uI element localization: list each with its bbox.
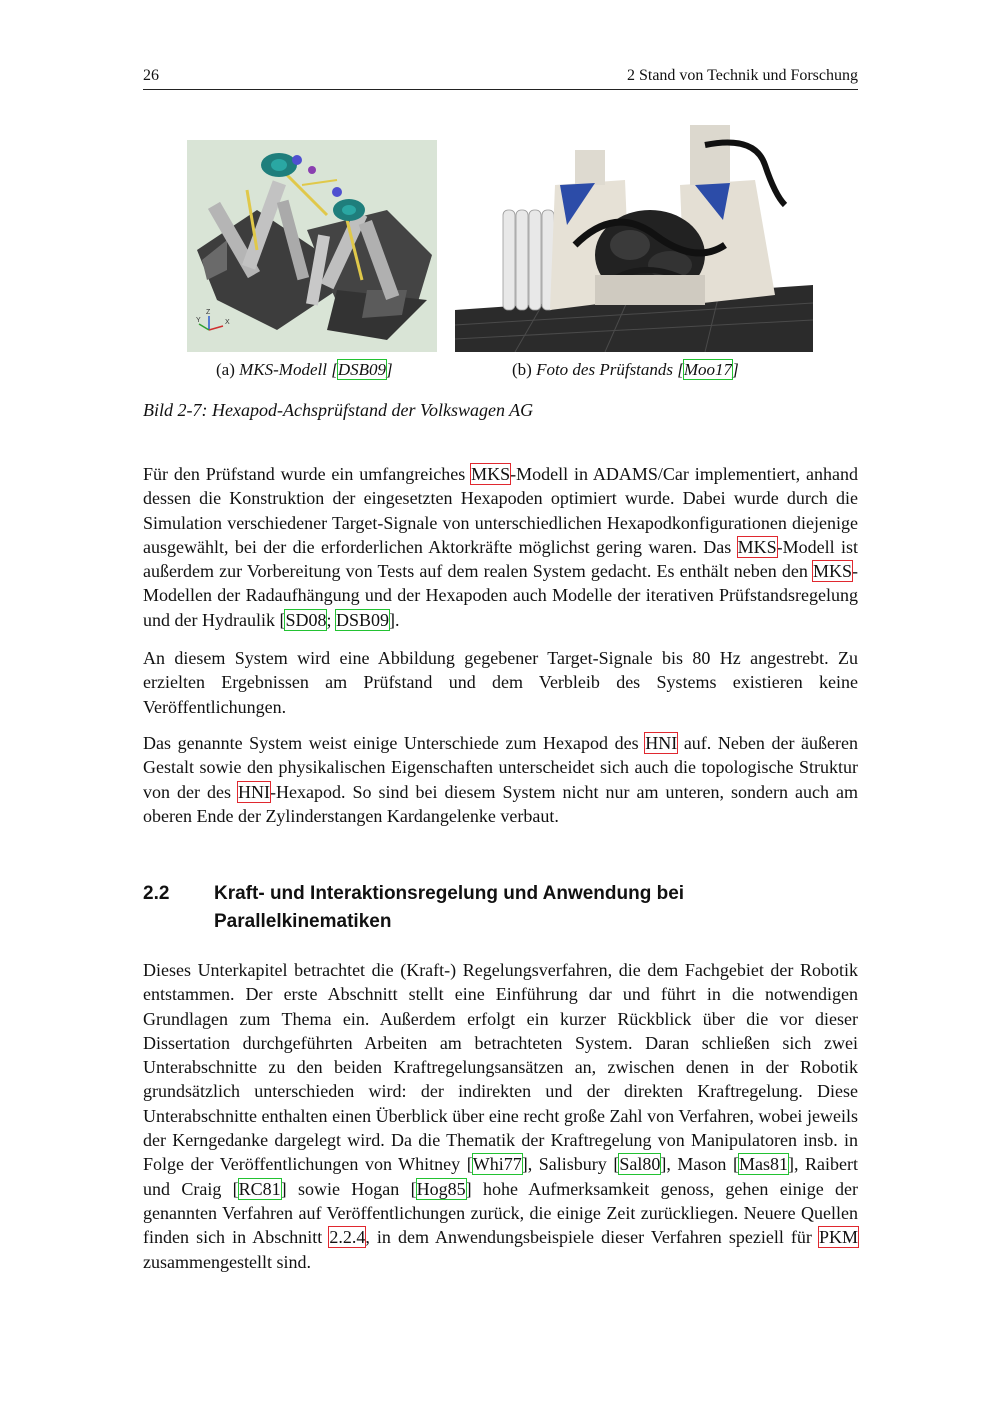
chapter-title: 2 Stand von Technik und Forschung: [626, 67, 858, 84]
test-rig-illustration: [455, 125, 813, 352]
citation-link[interactable]: Whi77: [472, 1154, 522, 1175]
acronym-link[interactable]: HNI: [238, 781, 271, 802]
figure-mks-model-image: [187, 140, 437, 352]
citation-link[interactable]: SD08: [285, 609, 327, 630]
text: Für den Prüfstand wurde ein umfangreiches: [143, 464, 472, 484]
axis-y-label: Y: [196, 317, 201, 324]
paragraph-4: [143, 958, 858, 1274]
citation-link[interactable]: Sal80: [619, 1154, 661, 1175]
paragraph-1: [143, 462, 858, 632]
citation-link[interactable]: Hog85: [416, 1178, 466, 1199]
paragraph-2: [143, 646, 858, 719]
citation-link[interactable]: DSB09: [337, 360, 386, 379]
citation-link[interactable]: DSB09: [336, 609, 390, 630]
acronym-link[interactable]: MKS: [737, 536, 777, 557]
subfigure-b-caption: [512, 360, 739, 380]
acronym-link[interactable]: MKS: [812, 561, 852, 582]
text: ] sowie Hogan [: [280, 1178, 417, 1199]
text: zusammengestellt sind.: [143, 1251, 311, 1272]
section-link[interactable]: 2.2.4: [329, 1227, 366, 1248]
figure-caption: [143, 400, 533, 421]
text: Dieses Unterkapitel betrachtet die (Kraft-) Regelungsverfahren, die dem Fachgebiet der Robotik entstammen. Der erste Abschnitt stellt eine Einführung dar und führt in die notwendigen Grundlagen zum Thema ein. Außerdem erfolgt ein kurzer Rückblick über die vor dieser Dissertation durchgeführten Arbeiten am betrachteten System. Daran schließen sich zwei Unterabschnitte zu den beiden Kraftregelungsansätzen an, zwischen denen in der Robotik grundsätzlich unterschieden wird: der indirekten und der direkten Kraftregelung. Diese Unterabschnitte enthalten einen Überblick über eine recht große Zahl von Verfahren, wobei jeweils der Kerngedanke dargelegt wird. Da die Thematik der Kraftregelung von Manipulatoren insb. in Folge der Veröffentlichungen von Whitney [: [143, 960, 858, 1175]
figure-caption-text: : Hexapod-Achsprüfstand der Volkswagen AG: [201, 400, 534, 420]
mks-model-illustration: [187, 140, 437, 352]
acronym-link[interactable]: PKM: [819, 1227, 859, 1248]
page-number: 26: [143, 67, 159, 84]
running-header: [143, 67, 858, 90]
paragraph-2-text: An diesem System wird eine Abbildung gegebener Target-Signale bis 80 Hz angestrebt. Zu erzielten Ergebnissen am Prüfstand und dem Verbleib des Systems existieren keine Veröffentlichungen.: [143, 648, 858, 717]
axis-x-label: X: [225, 319, 230, 326]
text: ;: [326, 609, 336, 630]
citation-link[interactable]: RC81: [238, 1178, 281, 1199]
figure-test-rig-photo: [455, 125, 813, 352]
subfigure-a-caption: [216, 360, 393, 380]
subfigure-b-text: Foto des Prüfstands [: [536, 360, 684, 379]
subfigure-a-label: (a): [216, 360, 240, 379]
text: , in dem Anwendungsbeispiele dieser Verfahren speziell für: [365, 1227, 819, 1248]
text: ], Salisbury [: [521, 1154, 620, 1175]
axis-z-label: Z: [206, 309, 211, 316]
text: ], Raibert und Craig [: [143, 1154, 858, 1199]
text: -Hexapod. So sind bei diesem System nicht nur am unteren, sondern auch am oberen Ende der Zylinderstangen Kardangelenke verbaut.: [143, 781, 858, 826]
paragraph-3: [143, 731, 858, 828]
bracket: ]: [732, 360, 739, 379]
text: -Modellen der Radaufhängung und der Hexapoden auch Modelle der iterativen Prüfstandsregelung und der Hydraulik [: [143, 561, 858, 630]
figure-label: Bild 2-7: [143, 400, 202, 420]
text: -Modell ist außerdem zur Vorbereitung von Tests auf dem realen System gedacht. Es enthält neben den: [143, 536, 859, 582]
text: ].: [389, 609, 400, 630]
text: -Modell in ADAMS/Car implementiert, anhand dessen die Konstruktion der eingesetzten Hexapoden optimiert wurde. Dabei wurde durch die Simulation verschiedener Target-Signale von unterschiedlichen Hexapodkonfigurationen diejenige ausgewählt, bei der die erforderlichen Aktorkräfte möglichst gering waren. Das: [143, 464, 859, 557]
acronym-link[interactable]: HNI: [645, 733, 678, 753]
section-number: 2.2: [143, 883, 170, 904]
text: auf. Neben der äußeren Gestalt sowie den physikalischen Eigenschaften unterscheidet sich auch die topologische Struktur von der des: [143, 733, 858, 802]
bracket: ]: [385, 360, 393, 379]
text: ], Mason [: [660, 1154, 739, 1175]
subfigure-a-text: MKS-Modell [: [239, 360, 338, 379]
section-title: Kraft- und Interaktionsregelung und Anwendung bei Parallelkinematiken: [214, 883, 685, 932]
text: ] hohe Aufmerksamkeit genoss, gehen einige der genannten Verfahren auf Veröffentlichungen zurück, die einige Zeit zurückliegen. Neuere Quellen finden sich in Abschnitt: [143, 1178, 858, 1248]
text: Das genannte System weist einige Unterschiede zum Hexapod des: [143, 733, 646, 753]
subfigure-b-label: (b): [512, 360, 537, 379]
citation-link[interactable]: Mas81: [738, 1154, 788, 1175]
acronym-link[interactable]: MKS: [471, 464, 511, 484]
citation-link[interactable]: Moo17: [683, 360, 733, 379]
